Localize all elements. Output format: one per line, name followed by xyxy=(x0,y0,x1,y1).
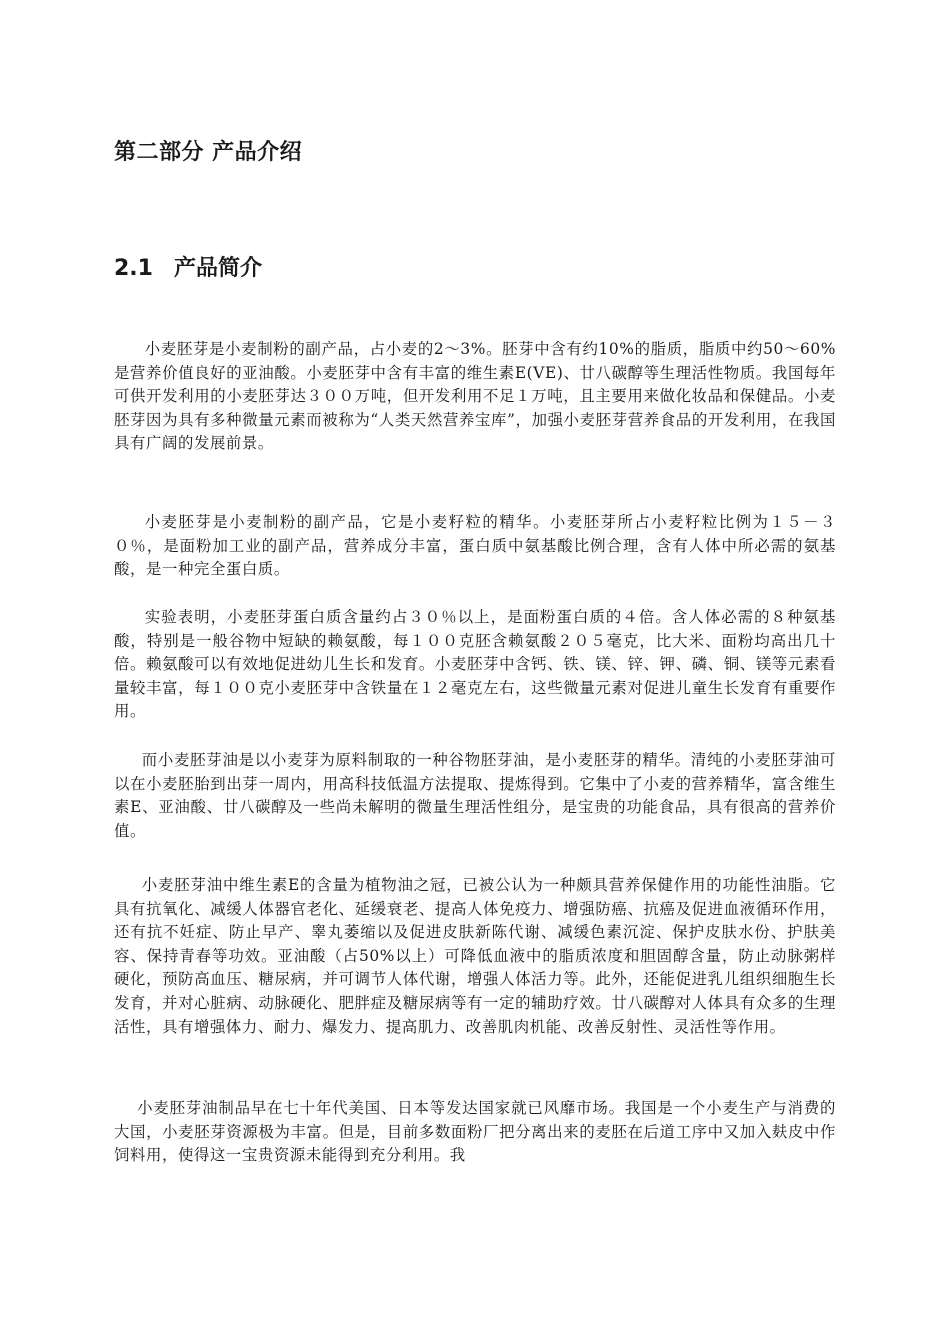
section-heading xyxy=(114,254,262,284)
paragraph: 而小麦胚芽油是以小麦芽为原料制取的一种谷物胚芽油，是小麦胚芽的精华。清纯的小麦胚芽油可以在小麦胚胎到出芽一周内，用高科技低温方法提取、提炼得到。它集中了小麦的营养精华，富含维生素E、亚油酸、廿八碳醇及一些尚未解明的微量生理活性组分，是宝贵的功能食品，具有很高的营养价值。 xyxy=(114,751,836,840)
paragraph-block xyxy=(114,338,836,456)
paragraph-block xyxy=(114,511,836,582)
paragraph-block xyxy=(114,874,836,1039)
paragraph: 小麦胚芽是小麦制粉的副产品，占小麦的2～3%。胚芽中含有约10%的脂质，脂质中约50～60%是营养价值良好的亚油酸。小麦胚芽中含有丰富的维生素E(VE)、廿八碳醇等生理活性物质。我国每年可供开发利用的小麦胚芽达３００万吨，但开发利用不足１万吨，且主要用来做化妆品和保健品。小麦胚芽因为具有多种微量元素而被称为“人类天然营养宝库”，加强小麦胚芽营养食品的开发利用，在我国具有广阔的发展前景。 xyxy=(114,340,836,453)
part-heading: 第二部分 产品介绍 xyxy=(114,140,303,165)
paragraph-block xyxy=(114,1097,836,1168)
section-number: 2.1 xyxy=(114,256,153,281)
paragraph: 小麦胚芽油制品早在七十年代美国、日本等发达国家就已风靡市场。我国是一个小麦生产与消费的大国，小麦胚芽资源极为丰富。但是，目前多数面粉厂把分离出来的麦胚在后道工序中又加入麸皮中作饲料用，使得这一宝贵资源未能得到充分利用。我 xyxy=(114,1099,836,1165)
paragraph-block xyxy=(114,606,836,724)
paragraph: 小麦胚芽油中维生素E的含量为植物油之冠，已被公认为一种颇具营养保健作用的功能性油脂。它具有抗氧化、减缓人体器官老化、延缓衰老、提高人体免疫力、增强防癌、抗癌及促进血液循环作用，还有抗不妊症、防止早产、睾丸萎缩以及促进皮肤新陈代谢、减缓色素沉淀、保护皮肤水份、护肤美容、保持青春等功效。亚油酸（占50%以上）可降低血液中的脂质浓度和胆固醇含量，防止动脉粥样硬化，预防高血压、糖尿病，并可调节人体代谢，增强人体活力等。此外，还能促进乳儿组织细胞生长发育，并对心脏病、动脉硬化、肥胖症及糖尿病等有一定的辅助疗效。廿八碳醇对人体具有众多的生理活性，具有增强体力、耐力、爆发力、提高肌力、改善肌肉机能、改善反射性、灵活性等作用。 xyxy=(114,876,836,1036)
paragraph: 小麦胚芽是小麦制粉的副产品，它是小麦籽粒的精华。小麦胚芽所占小麦籽粒比例为１５－３０％，是面粉加工业的副产品，营养成分丰富，蛋白质中氨基酸比例合理，含有人体中所必需的氨基酸，是一种完全蛋白质。 xyxy=(114,513,836,579)
section-title: 产品简介 xyxy=(174,256,263,281)
paragraph-block xyxy=(114,749,836,843)
paragraph: 实验表明，小麦胚芽蛋白质含量约占３０％以上，是面粉蛋白质的４倍。含人体必需的８种氨基酸，特别是一般谷物中短缺的赖氨酸，每１００克胚含赖氨酸２０５毫克，比大米、面粉均高出几十倍。赖氨酸可以有效地促进幼儿生长和发育。小麦胚芽中含钙、铁、镁、锌、钾、磷、铜、镁等元素看量较丰富，每１００克小麦胚芽中含铁量在１２毫克左右，这些微量元素对促进儿童生长发育有重要作用。 xyxy=(114,608,836,721)
